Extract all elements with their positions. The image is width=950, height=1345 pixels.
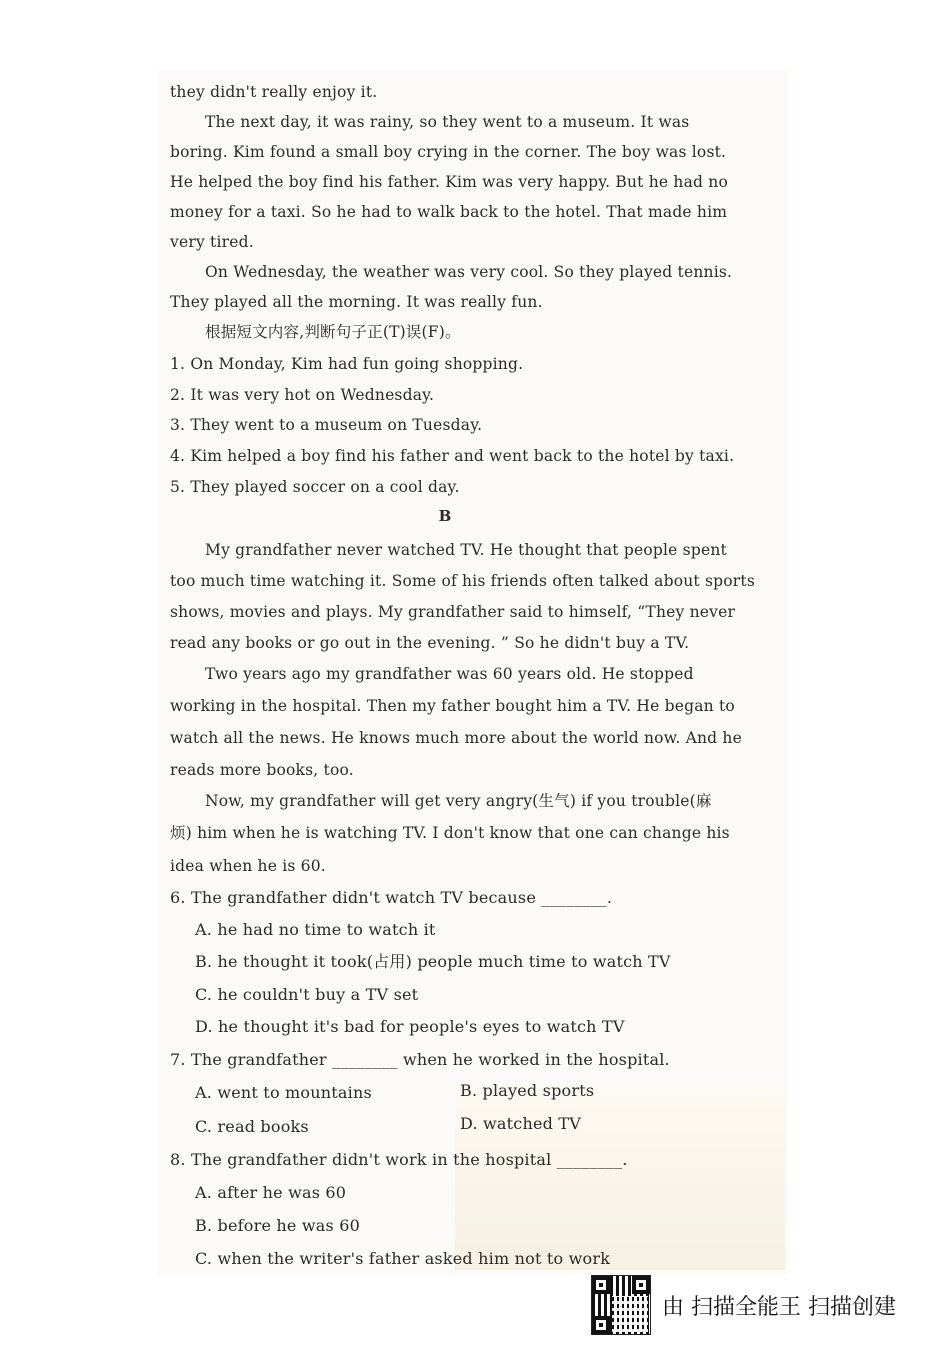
passage-a-line: boring. Kim found a small boy crying in the corner. The boy was lost.: [170, 143, 727, 161]
passage-b-line: too much time watching it. Some of his friends often talked about sports: [170, 572, 755, 590]
question-6-option-c: C. he couldn't buy a TV set: [195, 985, 419, 1004]
tf-question-2: 2. It was very hot on Wednesday.: [170, 386, 435, 404]
question-6-option-d: D. he thought it's bad for people's eyes to watch TV: [195, 1017, 625, 1036]
scanner-watermark: [592, 1276, 932, 1334]
question-7-option-c: C. read books: [195, 1117, 309, 1136]
instruction-text: 根据短文内容,判断句子正(T)误(F)。: [205, 323, 461, 341]
passage-a-line: they didn't really enjoy it.: [170, 83, 378, 101]
passage-a-line: money for a taxi. So he had to walk back to the hotel. That made him: [170, 203, 728, 221]
question-7-option-d: D. watched TV: [460, 1114, 581, 1133]
passage-b-line: Two years ago my grandfather was 60 years old. He stopped: [205, 665, 694, 683]
question-8-option-a: A. after he was 60: [195, 1183, 347, 1202]
watermark-text: 由 扫描全能王 扫描创建: [662, 1295, 896, 1320]
passage-b-line: My grandfather never watched TV. He thought that people spent: [205, 541, 727, 559]
page-bleed-through: [455, 1085, 785, 1270]
question-7-option-a: A. went to mountains: [195, 1083, 372, 1102]
tf-question-3: 3. They went to a museum on Tuesday.: [170, 416, 483, 434]
question-7-stem: 7. The grandfather ________ when he worked in the hospital.: [170, 1050, 670, 1069]
question-8-stem: 8. The grandfather didn't work in the hospital ________.: [170, 1150, 628, 1169]
passage-b-line: idea when he is 60.: [170, 857, 326, 875]
passage-a-line: The next day, it was rainy, so they went to a museum. It was: [205, 113, 690, 131]
passage-b-line: Now, my grandfather will get very angry(生气) if you trouble(麻: [205, 792, 712, 810]
passage-a-line: They played all the morning. It was really fun.: [170, 293, 543, 311]
question-8-option-b: B. before he was 60: [195, 1216, 360, 1235]
passage-a-line: He helped the boy find his father. Kim was very happy. But he had no: [170, 173, 728, 191]
tf-question-1: 1. On Monday, Kim had fun going shopping.: [170, 355, 524, 373]
section-heading-b: B: [438, 507, 452, 525]
question-6-stem: 6. The grandfather didn't watch TV because ________.: [170, 888, 613, 907]
passage-b-line: watch all the news. He knows much more about the world now. And he: [170, 729, 742, 747]
tf-question-5: 5. They played soccer on a cool day.: [170, 478, 460, 496]
tf-question-4: 4. Kim helped a boy find his father and went back to the hotel by taxi.: [170, 447, 735, 465]
passage-b-line: reads more books, too.: [170, 761, 354, 779]
question-8-option-c: C. when the writer's father asked him not to work: [195, 1249, 611, 1268]
qr-code-icon: [592, 1276, 650, 1334]
passage-b-line: read any books or go out in the evening. ” So he didn't buy a TV.: [170, 634, 690, 652]
passage-b-line: working in the hospital. Then my father bought him a TV. He began to: [170, 697, 735, 715]
qr-code-pattern: [612, 1296, 648, 1332]
question-7-option-b: B. played sports: [460, 1081, 595, 1100]
passage-b-line: 烦) him when he is watching TV. I don't know that one can change his: [170, 824, 730, 842]
passage-a-line: very tired.: [170, 233, 254, 251]
question-6-option-a: A. he had no time to watch it: [195, 920, 436, 939]
passage-a-line: On Wednesday, the weather was very cool. So they played tennis.: [205, 263, 733, 281]
passage-b-line: shows, movies and plays. My grandfather said to himself, “They never: [170, 603, 736, 621]
question-6-option-b: B. he thought it took(占用) people much time to watch TV: [195, 952, 671, 971]
